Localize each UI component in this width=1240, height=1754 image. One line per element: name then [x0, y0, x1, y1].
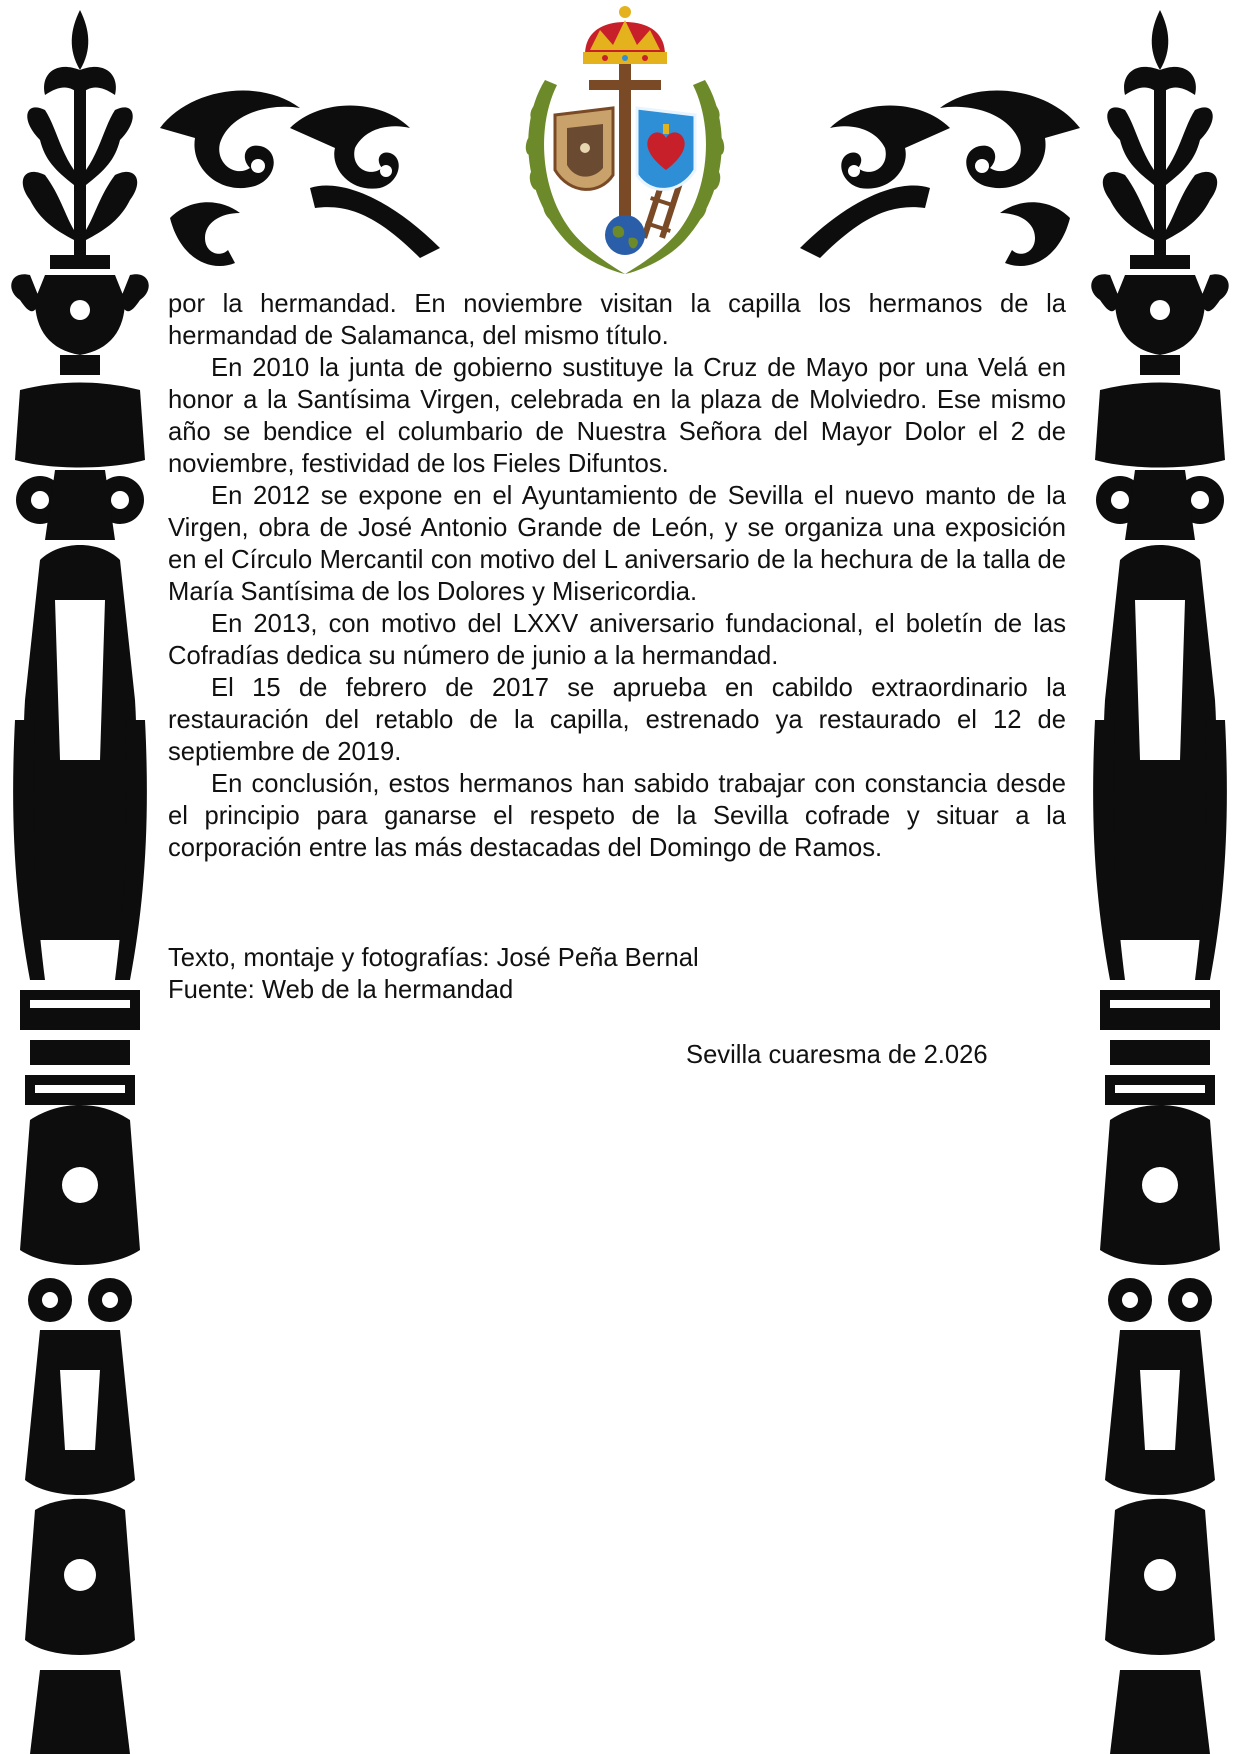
credits [168, 942, 699, 1006]
right-ornamental-column [1080, 0, 1240, 1754]
paragraph: En 2013, con motivo del LXXV aniversario fundacional, el boletín de las Cofradías dedica su número de junio a la hermandad. [168, 610, 1066, 670]
paragraph: por la hermandad. En noviembre visitan la capilla los hermanos de la hermandad de Salamanca, del mismo título. [168, 290, 1066, 350]
paragraph: En 2012 se expone en el Ayuntamiento de Sevilla el nuevo manto de la Virgen, obra de José Antonio Grande de León, y se organiza una exposición en el Círculo Mercantil con motivo del L aniversario de la hechura de la talla de María Santísima de los Dolores y Misericordia. [168, 482, 1066, 606]
author-credit: Texto, montaje y fotografías: José Peña Bernal [168, 944, 699, 972]
paragraph: En 2010 la junta de gobierno sustituye la Cruz de Mayo por una Velá en honor a la Santísima Virgen, celebrada en la plaza de Molviedro. Ese mismo año se bendice el columbario de Nuestra Señora del Mayor Dolor el 2 de noviembre, festividad de los Fieles Difuntos. [168, 354, 1066, 478]
ornamental-column-icon [0, 0, 160, 1754]
left-ornamental-column [0, 0, 160, 1754]
dateline: Sevilla cuaresma de 2.026 [686, 1041, 988, 1069]
source-credit: Fuente: Web de la hermandad [168, 976, 514, 1004]
baroque-scroll-icon [790, 68, 1090, 268]
paragraph: El 15 de febrero de 2017 se aprueba en cabildo extraordinario la restauración del retablo de la capilla, estrenado ya restaurado el 12 de septiembre de 2019. [168, 674, 1066, 766]
body-text [168, 288, 1066, 864]
baroque-scroll-icon [150, 68, 450, 268]
coat-of-arms-icon [505, 0, 745, 285]
ornamental-column-icon [1080, 0, 1240, 1754]
top-left-scroll-ornament [150, 68, 450, 268]
brotherhood-crest [505, 0, 745, 285]
paragraph: En conclusión, estos hermanos han sabido trabajar con constancia desde el principio para ganarse el respeto de la Sevilla cofrade y situar a la corporación entre las más destacadas del Domingo de Ramos. [168, 770, 1066, 862]
top-right-scroll-ornament [790, 68, 1090, 268]
